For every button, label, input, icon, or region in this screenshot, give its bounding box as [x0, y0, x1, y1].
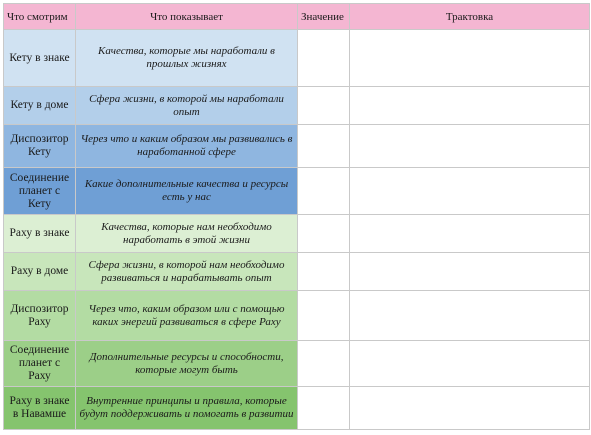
row-description: Какие дополнительные качества и ресурсы есть у нас	[76, 168, 298, 215]
table-row	[4, 253, 590, 291]
interpretation-cell[interactable]	[350, 30, 590, 87]
value-cell[interactable]	[298, 168, 350, 215]
value-cell[interactable]	[298, 87, 350, 125]
interpretation-cell[interactable]	[350, 387, 590, 430]
interpretation-cell[interactable]	[350, 253, 590, 291]
row-description: Сфера жизни, в которой нам необходимо развиваться и нарабатывать опыт	[76, 253, 298, 291]
table-row	[4, 215, 590, 253]
header-what-we-look: Что смотрим	[4, 4, 76, 30]
table-row	[4, 125, 590, 168]
header-row	[4, 4, 590, 30]
row-label: Кету в доме	[4, 87, 76, 125]
value-cell[interactable]	[298, 215, 350, 253]
header-interpretation: Трактовка	[350, 4, 590, 30]
row-description: Качества, которые мы наработали в прошлых жизнях	[76, 30, 298, 87]
row-label: Диспозитор Раху	[4, 291, 76, 341]
row-description: Сфера жизни, в которой мы наработали опыт	[76, 87, 298, 125]
interpretation-cell[interactable]	[350, 291, 590, 341]
interpretation-cell[interactable]	[350, 215, 590, 253]
table-row	[4, 30, 590, 87]
table-row	[4, 387, 590, 430]
value-cell[interactable]	[298, 387, 350, 430]
interpretation-cell[interactable]	[350, 87, 590, 125]
interpretation-cell[interactable]	[350, 168, 590, 215]
kethu-rahu-table	[3, 3, 590, 430]
value-cell[interactable]	[298, 291, 350, 341]
header-value: Значение	[298, 4, 350, 30]
row-label: Раху в доме	[4, 253, 76, 291]
row-label: Соединение планет с Кету	[4, 168, 76, 215]
value-cell[interactable]	[298, 30, 350, 87]
value-cell[interactable]	[298, 253, 350, 291]
row-description: Через что и каким образом мы развивались в наработанной сфере	[76, 125, 298, 168]
table-row	[4, 168, 590, 215]
row-label: Диспозитор Кету	[4, 125, 76, 168]
row-label: Соединение планет с Раху	[4, 341, 76, 387]
value-cell[interactable]	[298, 341, 350, 387]
row-label: Кету в знаке	[4, 30, 76, 87]
row-description: Качества, которые нам необходимо наработать в этой жизни	[76, 215, 298, 253]
interpretation-cell[interactable]	[350, 125, 590, 168]
value-cell[interactable]	[298, 125, 350, 168]
table-row	[4, 291, 590, 341]
table-row	[4, 341, 590, 387]
row-description: Через что, каким образом или с помощью каких энергий развиваться в сфере Раху	[76, 291, 298, 341]
astrology-table-container	[3, 3, 590, 430]
row-description: Внутренние принципы и правила, которые будут поддерживать и помогать в развитии	[76, 387, 298, 430]
row-description: Дополнительные ресурсы и способности, которые могут быть	[76, 341, 298, 387]
row-label: Раху в знаке	[4, 215, 76, 253]
table-row	[4, 87, 590, 125]
header-what-it-shows: Что показывает	[76, 4, 298, 30]
row-label: Раху в знаке в Навамше	[4, 387, 76, 430]
interpretation-cell[interactable]	[350, 341, 590, 387]
